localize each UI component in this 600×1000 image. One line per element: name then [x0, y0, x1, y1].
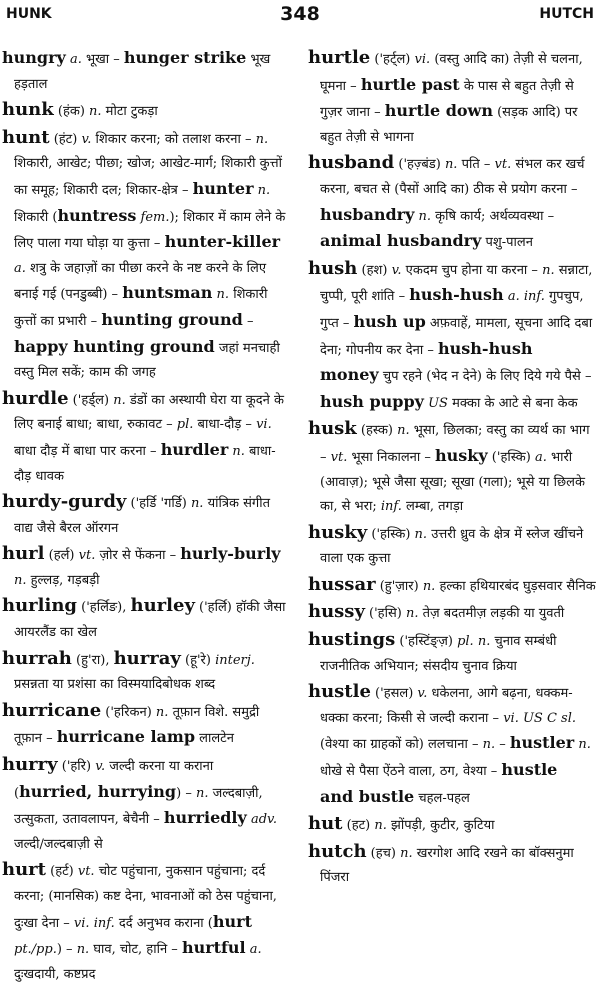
- definition-text: मक्का के आटे से बना केक: [452, 395, 578, 411]
- definition-text: शिकारी कुत्तों का प्रभारी –: [14, 287, 268, 329]
- definition-text: घाव, चोट, हानि –: [93, 942, 182, 958]
- dictionary-entry: [308, 600, 596, 627]
- grammar-label: a. inf.: [503, 289, 549, 305]
- definition-text: शिकार करना; को तलाश करना –: [95, 131, 256, 147]
- grammar-label: vi.: [414, 52, 435, 67]
- definition-text: ('हस्कि): [487, 449, 535, 465]
- headword: hurling: [2, 595, 78, 617]
- bold-term: hurtful: [181, 938, 246, 958]
- definition-text: हुल्लड़, गड़बड़ी: [30, 572, 100, 588]
- definition-text: कृषि कार्य; अर्थव्यवस्था –: [435, 208, 555, 224]
- headword: husk: [308, 418, 357, 440]
- dictionary-entry: [308, 573, 596, 600]
- headword: hurdle: [2, 387, 69, 409]
- definition-text: दर्द अनुभव कराना (: [118, 915, 213, 931]
- dictionary-entry: [308, 680, 596, 811]
- bold-term: huntsman: [122, 283, 213, 303]
- grammar-label: a.: [65, 52, 86, 67]
- bold-term: husky: [435, 445, 488, 465]
- grammar-label: inf.: [380, 499, 407, 515]
- grammar-label: vt.: [77, 864, 99, 880]
- page-number: 348: [280, 3, 320, 25]
- headword: hurray: [113, 647, 181, 669]
- headword: hurdy-gurdy: [2, 491, 127, 513]
- headword: hustle: [308, 681, 371, 703]
- grammar-label: n.: [212, 287, 234, 303]
- grammar-label: a.: [534, 449, 551, 465]
- bold-term: happy hunting ground: [14, 336, 215, 356]
- definition-text: मोटा टुकड़ा: [105, 104, 158, 120]
- grammar-label: adv.: [246, 812, 277, 828]
- headword: hush: [308, 257, 358, 279]
- definition-text: ('हर्लि) हॉकी जैसा आयरलैंड का खेल: [14, 600, 286, 641]
- headword: hutch: [308, 840, 367, 862]
- grammar-label: pl.: [176, 417, 198, 433]
- bold-term: hush-hush: [409, 285, 504, 305]
- grammar-label: n.: [253, 182, 271, 198]
- grammar-label: US: [423, 395, 453, 411]
- definition-text: (हंट): [49, 131, 82, 147]
- grammar-label: v.: [81, 131, 96, 147]
- running-head: [6, 2, 594, 26]
- bold-term: hush-hush money: [320, 338, 533, 385]
- definition-text: ('हसि): [364, 606, 406, 622]
- definition-text: भूसा, छिलका; वस्तु का व्यर्थ का भाग –: [320, 423, 590, 465]
- definition-text: (हश): [357, 262, 392, 278]
- bold-term: hurly-burly: [180, 544, 281, 564]
- definition-text: भारी (आवाज़); भूसे जैसा सूखा; सूखा (गला); भूसे या छिलके का, से भरा;: [320, 449, 585, 515]
- grammar-label: fem.: [136, 209, 170, 225]
- definition-text: ('हर्डि 'गर्डि): [126, 496, 191, 512]
- definition-text: ) –: [56, 942, 77, 958]
- bold-term: hungry: [2, 48, 66, 67]
- definition-text: संभल कर खर्च करना, बचत से (पैसों आदि का) ठीक से प्रयोग करना –: [320, 157, 585, 197]
- headword: hurley: [130, 595, 195, 617]
- grammar-label: pl. n.: [457, 634, 495, 650]
- grammar-label: n.: [89, 104, 106, 120]
- definition-text: ) –: [176, 785, 196, 801]
- definition-text: ज़ोर से फेंकना –: [99, 548, 181, 564]
- bold-term: hunter: [192, 178, 254, 198]
- definition-text: ('हरि): [57, 759, 96, 775]
- dictionary-entry: [308, 521, 596, 572]
- definition-text: जल्दी करना या कराना (: [14, 759, 214, 801]
- definition-text: (सड़क आदि) पर बहुत तेज़ी से भागना: [320, 105, 578, 145]
- right-guide-word: HUTCH: [539, 6, 594, 22]
- grammar-label: a.: [14, 260, 31, 276]
- bold-term: hush puppy: [320, 391, 424, 411]
- grammar-label: n.: [414, 526, 432, 542]
- definition-text: भूसा निकालना –: [351, 449, 436, 465]
- bold-term: hurdler: [160, 439, 229, 459]
- dictionary-entry: [2, 542, 290, 593]
- definition-text: गुपचुप, गुप्त –: [320, 289, 584, 331]
- dictionary-entry: [2, 594, 290, 645]
- headword: hurtle: [308, 47, 371, 68]
- definition-text: पति –: [461, 157, 495, 173]
- headword: hunt: [2, 126, 50, 148]
- definition-text: (हच): [366, 845, 401, 861]
- grammar-label: n.: [155, 704, 173, 720]
- definition-text: (हु'रा),: [71, 652, 114, 668]
- grammar-label: pt./pp.: [14, 942, 57, 958]
- grammar-label: n.: [113, 392, 130, 408]
- grammar-label: vi. US C sl.: [503, 710, 576, 726]
- dictionary-entry: [308, 812, 596, 839]
- dictionary-entry: [2, 647, 290, 698]
- definition-text: दुःखदायी, कष्टप्रद: [14, 966, 96, 982]
- bold-term: hurt: [212, 911, 252, 931]
- grammar-label: interj.: [215, 652, 255, 668]
- grammar-label: n.: [574, 737, 591, 753]
- definition-text: लालटेन: [195, 731, 234, 747]
- definition-text: जहां मनचाही वस्तु मिल सकें; काम की जगह: [14, 340, 280, 381]
- grammar-label: vt.: [330, 449, 352, 465]
- definition-text: तेज़ बदतमीज़ लड़की या युवती: [422, 606, 565, 622]
- grammar-label: n.: [414, 208, 436, 224]
- definition-text: (हु'ज़ार): [375, 578, 423, 594]
- headword: hurt: [2, 859, 46, 881]
- dictionary-entry: [308, 151, 596, 255]
- definition-text: यांत्रिक संगीत वाद्य जैसे बैरल ऑरगन: [14, 496, 271, 536]
- grammar-label: v.: [95, 759, 110, 775]
- definition-text: ('हज़्बंड): [394, 157, 445, 173]
- headword: hussy: [308, 601, 365, 623]
- definition-text: ('हर्ड्ल): [68, 392, 114, 408]
- dictionary-entry: [308, 417, 596, 519]
- dictionary-entry: [308, 628, 596, 679]
- bold-term: hunting ground: [101, 309, 243, 329]
- headword: hunk: [2, 99, 54, 121]
- definition-text: ); शिकार में काम लेने के लिए पाला गया घोड़ा या कुत्ता –: [14, 209, 286, 252]
- dictionary-entry: [2, 46, 290, 97]
- grammar-label: n.: [482, 737, 500, 753]
- bold-term: hunter-killer: [164, 232, 281, 252]
- definition-text: शत्रु के जहाज़ों का पीछा करने के नष्ट करने के लिए बनाई गई (पनडुब्बी) –: [14, 260, 267, 303]
- bold-term: hurriedly: [163, 808, 247, 828]
- definition-text: सन्नाटा, चुप्पी, पूरी शांति –: [320, 262, 593, 305]
- headword: hustings: [308, 629, 396, 651]
- definition-text: चुनाव सम्बंधी राजनीतिक अभियान; संसदीय चुनाव क्रिया: [320, 634, 557, 674]
- dictionary-entry: [308, 840, 596, 891]
- grammar-label: n.: [405, 606, 423, 622]
- definition-text: (हर्ट): [45, 864, 78, 880]
- grammar-label: n.: [542, 262, 559, 278]
- definition-text: धकेलना, आगे बढ़ना, धक्कम-धक्का करना; किसी से जल्दी कराना –: [320, 686, 573, 726]
- grammar-label: n.: [422, 578, 440, 594]
- definition-text: भूख हड़ताल: [14, 52, 271, 92]
- left-column: [2, 46, 290, 996]
- definition-text: ('हरिकन): [101, 704, 156, 720]
- definition-text: जल्दी/जल्दबाज़ी से: [14, 836, 103, 852]
- definition-text: ('हस्कि): [367, 526, 415, 542]
- definition-text: अफ़वाहें, मामला, सूचना आदि दबा देना; गोपनीय कर देना –: [320, 315, 593, 358]
- grammar-label: n.: [190, 496, 208, 512]
- dictionary-entry: [308, 257, 596, 417]
- definition-text: –: [499, 737, 510, 753]
- headword: hurl: [2, 543, 45, 565]
- bold-term: hurtle past: [360, 74, 460, 94]
- definition-text: ('हर्लिङ),: [77, 600, 131, 616]
- dictionary-entry: [2, 387, 290, 489]
- dictionary-entry: [2, 699, 290, 752]
- definition-text: (हंक): [53, 104, 90, 120]
- headword: hut: [308, 813, 343, 835]
- definition-text: प्रसन्नता या प्रशंसा का विस्मयादिबोधक शब्द: [14, 677, 216, 693]
- bold-term: hush up: [353, 311, 426, 331]
- definition-text: एकदम चुप होना या करना –: [405, 262, 543, 278]
- definition-text: (वेश्या का ग्राहकों को) ललचाना –: [320, 737, 483, 753]
- headword: husband: [308, 152, 395, 174]
- definition-text: ('हर्ट्ल): [370, 52, 415, 67]
- definition-text: खरगोश आदि रखने का बॉक्सनुमा पिंजरा: [320, 845, 574, 886]
- grammar-label: n.: [397, 423, 414, 439]
- definition-text: –: [242, 313, 254, 329]
- definition-text: झोंपड़ी, कुटीर, कुटिया: [391, 818, 495, 834]
- bold-term: animal husbandry: [320, 231, 482, 251]
- bold-term: hunger strike: [123, 48, 247, 67]
- dictionary-entry: [2, 753, 290, 857]
- definition-text: बाधा-दौड़ धावक: [14, 443, 276, 484]
- definition-text: (वस्तु आदि का) तेज़ी से चलना, घूमना –: [320, 52, 583, 94]
- dictionary-entry: [2, 858, 290, 987]
- grammar-label: n.: [228, 443, 250, 459]
- definition-text: जल्दबाज़ी, उत्सुकता, उतावलापन, बेचैनी –: [14, 785, 263, 828]
- grammar-label: n.: [444, 157, 462, 173]
- definition-text: ('हस्टिंङ्ज़): [395, 634, 458, 650]
- bold-term: hurtle down: [384, 101, 493, 121]
- headword: husky: [308, 521, 368, 543]
- grammar-label: n.: [400, 845, 417, 861]
- grammar-label: vt.: [78, 548, 100, 564]
- definition-text: धोखे से पैसा ऐंठने वाला, ठग, वेश्या –: [320, 764, 502, 780]
- grammar-label: a.: [245, 942, 262, 958]
- definition-text: हल्का हथियारबंद घुड़सवार सैनिक: [439, 578, 596, 594]
- definition-text: तूफ़ान विशे. समुद्री तूफ़ान –: [14, 704, 260, 747]
- dictionary-entry: [2, 490, 290, 541]
- dictionary-entry: [2, 98, 290, 125]
- definition-text: शिकारी, आखेट; पीछा; खोज; आखेट-मार्ग; शिकारी कुत्तों का समूह; शिकारी दल; शिकार-क्षेत्र –: [14, 156, 282, 198]
- definition-text: लम्बा, तगड़ा: [406, 499, 464, 515]
- grammar-label: v.: [417, 686, 432, 702]
- definition-text: चोट पहुंचाना, नुकसान पहुंचाना; दर्द करना; (मानसिक) कष्ट देना, भावनाओं को ठेस पहुंचाना, दुःखा देना –: [14, 864, 277, 931]
- definition-text: डंडों का अस्थायी घेरा या कूदने के लिए बनाई बाधा; बाधा, रुकावट –: [14, 392, 284, 433]
- definition-text: बाधा-दौड़ –: [197, 417, 257, 433]
- dictionary-entry: [308, 46, 596, 150]
- definition-text: (हट): [342, 818, 375, 834]
- grammar-label: v.: [391, 262, 406, 278]
- bold-term: husbandry: [320, 204, 415, 224]
- left-guide-word: HUNK: [6, 6, 52, 22]
- headword: hurrah: [2, 647, 72, 669]
- definition-text: चहल-पहल: [414, 790, 470, 806]
- headword: hurry: [2, 754, 58, 776]
- grammar-label: vt.: [494, 157, 516, 173]
- bold-term: hurried, hurrying: [19, 781, 177, 801]
- right-column: [308, 46, 596, 996]
- grammar-label: n.: [14, 572, 31, 588]
- grammar-label: n.: [76, 942, 94, 958]
- grammar-label: n.: [255, 131, 269, 147]
- definition-text: शिकारी (: [14, 209, 58, 225]
- definition-text: के पास से बहुत तेज़ी से गुज़र जाना –: [320, 78, 574, 121]
- definition-text: (हर्ल): [44, 548, 79, 564]
- dictionary-entry: [2, 126, 290, 386]
- bold-term: huntress: [57, 205, 137, 225]
- definition-text: चुप रहने (भेद न देने) के लिए दिये गये पैसे –: [378, 369, 592, 385]
- grammar-label: n.: [374, 818, 392, 834]
- definition-text: उत्तरी ध्रुव के क्षेत्र में स्लेज खींचने वाला एक कुत्ता: [320, 526, 584, 567]
- bold-term: hurricane lamp: [56, 727, 196, 747]
- bold-term: hustler: [509, 733, 575, 753]
- definition-text: (हू'रे): [180, 652, 216, 668]
- headword: hurricane: [2, 699, 102, 721]
- definition-text: पशु-पालन: [481, 235, 533, 251]
- grammar-label: vi.: [256, 417, 272, 433]
- definition-text: बाधा दौड़ में बाधा पार करना –: [14, 443, 161, 459]
- definition-text: ('हसल): [370, 686, 418, 702]
- headword: hussar: [308, 573, 376, 595]
- grammar-label: vi. inf.: [73, 915, 119, 931]
- bold-term: hustle and bustle: [320, 760, 558, 806]
- definition-text: भूखा –: [85, 52, 124, 67]
- definition-text: (हस्क): [356, 423, 398, 439]
- grammar-label: n.: [195, 785, 213, 801]
